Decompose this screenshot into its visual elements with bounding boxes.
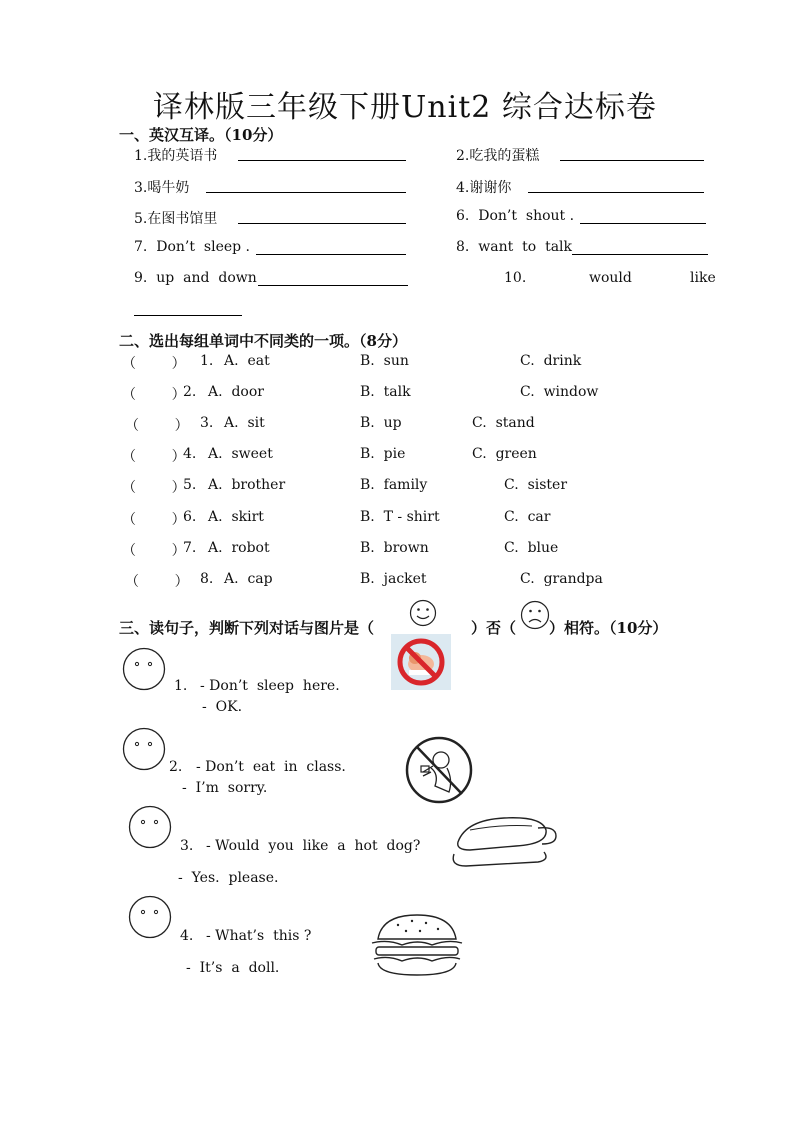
s1-blank-8[interactable] — [572, 254, 708, 255]
s2-row-2-c: C. window — [520, 384, 599, 400]
dialog-2-line1: - Don’t eat in class. — [196, 759, 346, 775]
s2-row-3-paren[interactable]: （ ） — [125, 418, 189, 434]
s1-blank-7[interactable] — [256, 254, 406, 255]
s2-row-3-num: 3. — [200, 415, 214, 431]
s1-item-3: 3.喝牛奶 — [134, 180, 190, 196]
s2-row-5-paren[interactable]: （ ） — [122, 480, 186, 496]
s2-row-6-b: B. T - shirt — [360, 509, 440, 525]
hamburger-icon — [368, 911, 466, 979]
s2-row-8-c: C. grandpa — [520, 571, 603, 587]
s1-item-1: 1.我的英语书 — [134, 148, 218, 164]
s2-row-1-a: A. eat — [224, 353, 270, 369]
s2-row-5-a: A. brother — [208, 477, 286, 493]
section2-heading: 二、选出每组单词中不同类的一项。（8分） — [119, 332, 407, 350]
sad-face-icon — [520, 599, 550, 631]
dialog-3-line1: - Would you like a hot dog? — [206, 838, 421, 854]
blank-face-icon-2[interactable] — [121, 727, 167, 771]
s2-row-6-num: 6. — [183, 509, 197, 525]
section3-heading-part3: ）相符。（10分） — [549, 619, 668, 637]
s2-row-7-c: C. blue — [504, 540, 559, 556]
s1-item-8: 8. want to talk — [456, 239, 573, 255]
s1-item-7: 7. Don’t sleep . — [134, 239, 250, 255]
section3-heading-part1: 三、读句子，判断下列对话与图片是（ — [119, 619, 375, 637]
s2-row-2-num: 2. — [183, 384, 197, 400]
s2-row-2-b: B. talk — [360, 384, 411, 400]
dialog-3-line2: - Yes. please. — [178, 870, 279, 886]
dialog-4-line2: - It’s a doll. — [186, 960, 280, 976]
s2-row-8-num: 8. — [200, 571, 214, 587]
section3-heading-part2: ）否（ — [471, 619, 517, 637]
no-eating-sign-icon — [401, 736, 477, 804]
s1-item-10-num: 10. — [504, 270, 527, 286]
dialog-2-line2: - I’m sorry. — [182, 780, 268, 796]
s1-item-4: 4.谢谢你 — [456, 180, 512, 196]
s2-row-4-c: C. green — [472, 446, 537, 462]
s2-row-4-b: B. pie — [360, 446, 406, 462]
s1-item-5: 5.在图书馆里 — [134, 211, 218, 227]
s1-blank-1[interactable] — [238, 160, 406, 161]
s2-row-8-paren[interactable]: （ ） — [125, 574, 189, 590]
blank-face-icon-3[interactable] — [127, 805, 173, 849]
s2-row-1-c: C. drink — [520, 353, 582, 369]
dialog-1-line2: - OK. — [202, 699, 243, 715]
s2-row-7-num: 7. — [183, 540, 197, 556]
s2-row-8-b: B. jacket — [360, 571, 427, 587]
blank-face-icon-4[interactable] — [127, 895, 173, 939]
s1-item-10-word2: like — [690, 270, 716, 286]
s2-row-3-a: A. sit — [224, 415, 265, 431]
s2-row-5-b: B. family — [360, 477, 428, 493]
s2-row-7-a: A. robot — [208, 540, 270, 556]
dialog-1-line1: - Don’t sleep here. — [200, 678, 340, 694]
s2-row-6-a: A. skirt — [208, 509, 264, 525]
s1-blank-3[interactable] — [206, 192, 406, 193]
s1-blank-2[interactable] — [560, 160, 704, 161]
s2-row-1-paren[interactable]: （ ） — [122, 356, 186, 372]
s1-blank-5[interactable] — [238, 223, 406, 224]
smiley-face-icon — [409, 598, 437, 628]
s2-row-8-a: A. cap — [224, 571, 273, 587]
s2-row-2-paren[interactable]: （ ） — [122, 387, 186, 403]
s1-blank-4[interactable] — [528, 192, 704, 193]
s2-row-7-paren[interactable]: （ ） — [122, 543, 186, 559]
s2-row-4-paren[interactable]: （ ） — [122, 449, 186, 465]
blank-face-icon-1[interactable] — [121, 647, 167, 691]
no-sleeping-sign-icon — [391, 634, 451, 690]
dialog-4-num: 4. — [180, 928, 194, 944]
s2-row-4-a: A. sweet — [208, 446, 273, 462]
dialog-1-num: 1. — [174, 678, 188, 694]
section1-heading: 一、英汉互译。（10分） — [119, 126, 283, 144]
s1-blank-6[interactable] — [580, 223, 706, 224]
s2-row-6-paren[interactable]: （ ） — [122, 512, 186, 528]
s1-blank-10[interactable] — [134, 315, 242, 316]
s2-row-5-num: 5. — [183, 477, 197, 493]
s1-item-10-word1: would — [589, 270, 632, 286]
s2-row-2-a: A. door — [208, 384, 264, 400]
s1-item-2: 2.吃我的蛋糕 — [456, 148, 540, 164]
dialog-4-line1: - What’s this ? — [206, 928, 312, 944]
s2-row-7-b: B. brown — [360, 540, 429, 556]
s1-item-9: 9. up and down — [134, 270, 257, 286]
s2-row-3-b: B. up — [360, 415, 402, 431]
dialog-2-num: 2. — [169, 759, 183, 775]
s2-row-3-c: C. stand — [472, 415, 535, 431]
page-title: 译林版三年级下册Unit2 综合达标卷 — [153, 90, 657, 125]
s1-blank-9[interactable] — [258, 285, 408, 286]
hot-dog-icon — [446, 812, 560, 870]
s2-row-1-num: 1. — [200, 353, 214, 369]
s1-item-6: 6. Don’t shout . — [456, 208, 575, 224]
s2-row-6-c: C. car — [504, 509, 551, 525]
s2-row-1-b: B. sun — [360, 353, 409, 369]
s2-row-4-num: 4. — [183, 446, 197, 462]
s2-row-5-c: C. sister — [504, 477, 568, 493]
dialog-3-num: 3. — [180, 838, 194, 854]
